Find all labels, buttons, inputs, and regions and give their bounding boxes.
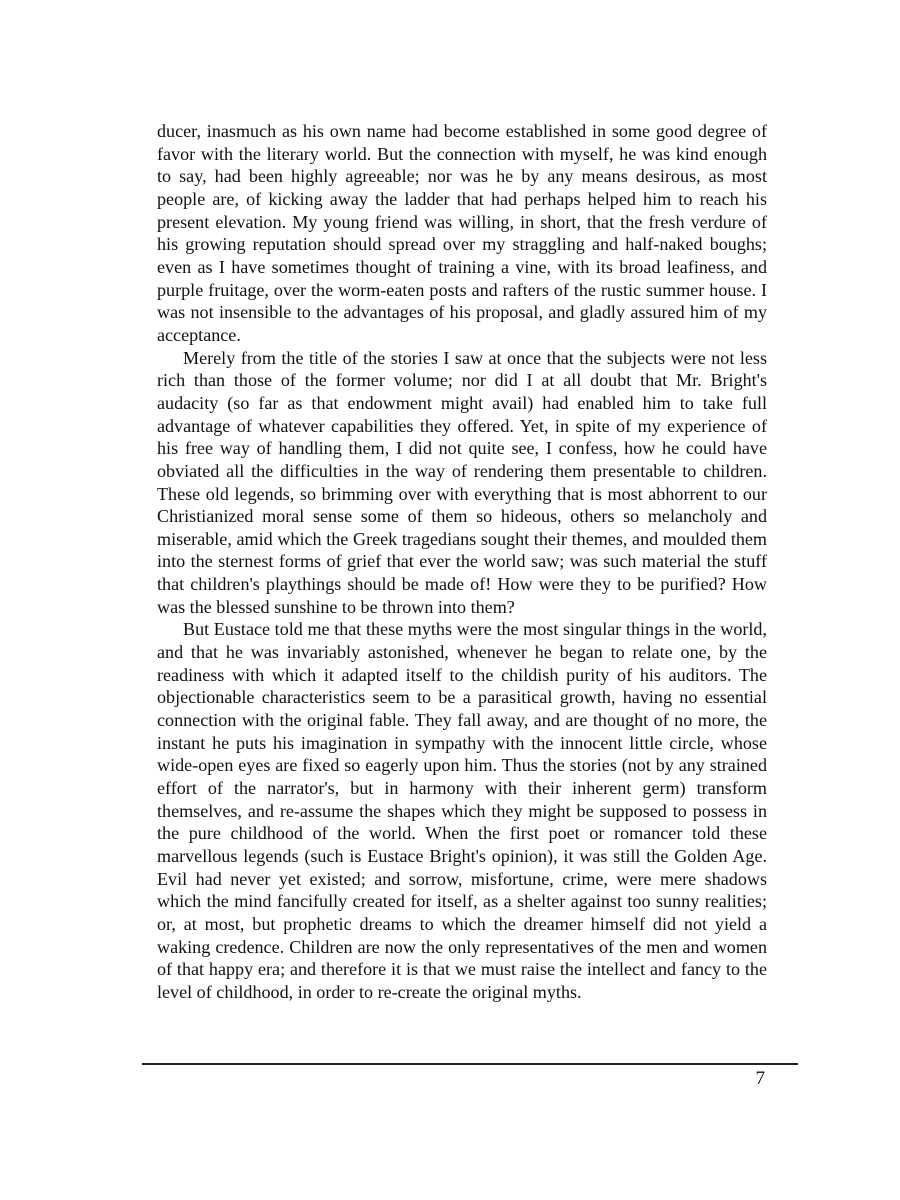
paragraph: But Eustace told me that these myths were the most singular things in the world, and that he was invariably astonished, whenever he began to relate one, by the readiness with which it adapted itself to the childish purity of his auditors. The objectionable characteristics seem to be a parasitical growth, having no essential connection with the original fable. They fall away, and are thought of no more, the instant he puts his imagination in sympathy with the innocent little circle, whose wide-open eyes are fixed so eagerly upon him. Thus the stories (not by any strained effort of the narrator's, but in harmony with their inherent germ) transform themselves, and re-assume the shapes which they might be supposed to possess in the pure childhood of the world. When the first poet or romancer told these marvellous legends (such is Eustace Bright's opinion), it was still the Golden Age. Evil had never yet existed; and sorrow, misfortune, crime, were mere shadows which the mind fancifully created for itself, as a shelter against too sunny realities; or, at most, but prophetic dreams to which the dreamer himself did not yield a waking credence. Children are now the only representatives of the men and women of that happy era; and therefore it is that we must raise the intellect and fancy to the level of childhood, in order to re-create the original myths. xyxy=(157,619,767,1002)
page-number: 7 xyxy=(755,1068,765,1089)
body-text xyxy=(157,120,767,1004)
paragraph: Merely from the title of the stories I saw at once that the subjects were not less rich than those of the former volume; nor did I at all doubt that Mr. Bright's audacity (so far as that endowment might avail) had enabled him to take full advantage of whatever capabilities they offered. Yet, in spite of my experience of his free way of handling them, I did not quite see, I confess, how he could have obviated all the difficulties in the way of rendering them presentable to children. These old legends, so brimming over with everything that is most abhorrent to our Christianized moral sense some of them so hideous, others so melancholy and miserable, amid which the Greek tragedians sought their themes, and moulded them into the sternest forms of grief that ever the world saw; was such material the stuff that children's playthings should be made of! How were they to be purified? How was the blessed sunshine to be thrown into them? xyxy=(157,347,767,617)
paragraph-continued: ducer, inasmuch as his own name had become established in some good degree of favor with the literary world. But the connection with myself, he was kind enough to say, had been highly agreeable; nor was he by any means desirous, as most people are, of kicking away the ladder that had perhaps helped him to reach his present elevation. My young friend was willing, in short, that the fresh verdure of his growing reputation should spread over my straggling and half-naked boughs; even as I have sometimes thought of training a vine, with its broad leafiness, and purple fruitage, over the worm-eaten posts and rafters of the rustic summer house. I was not insensible to the advantages of his proposal, and gladly assured him of my acceptance. xyxy=(157,121,767,345)
footer-rule xyxy=(142,1063,798,1065)
